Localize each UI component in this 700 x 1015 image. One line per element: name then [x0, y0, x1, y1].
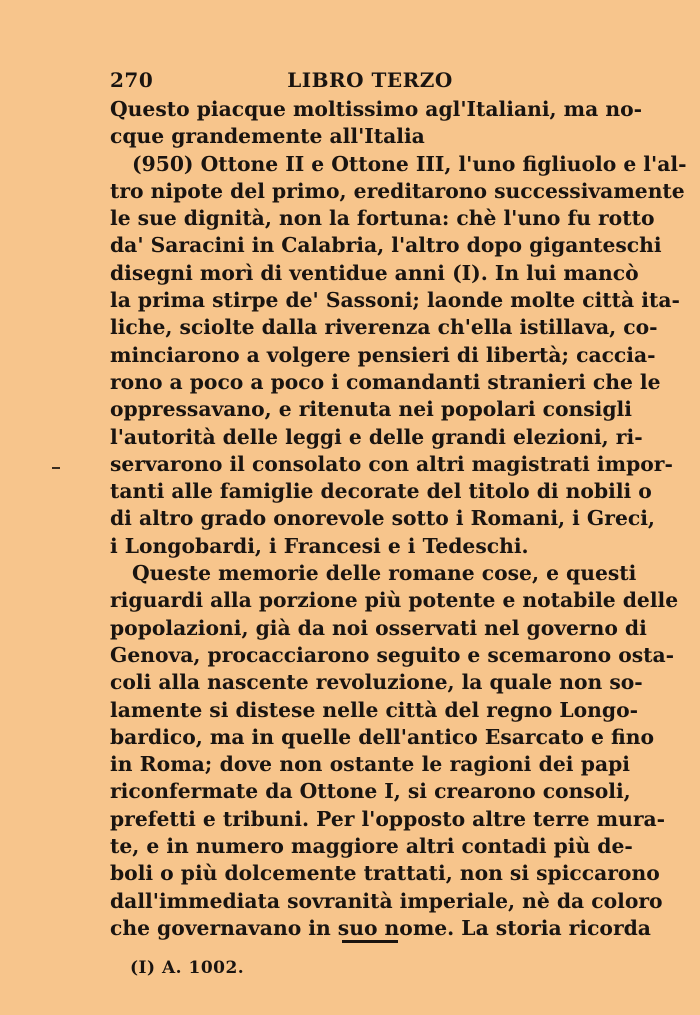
- text-line: in Roma; dove non ostante le ragioni dei papi: [110, 752, 630, 777]
- text-line: Genova, procacciarono seguito e scemarono osta-: [110, 642, 675, 667]
- text-line: servarono il consolato con altri magistrati impor-: [110, 451, 673, 476]
- footnote-rule: [342, 940, 398, 943]
- text-line: coli alla nascente revoluzione, la quale non so-: [110, 670, 643, 695]
- text-line: Questo piacque moltissimo agl'Italiani, ma no-: [110, 97, 643, 121]
- text-line: la prima stirpe de' Sassoni; laonde molte città ita-: [110, 288, 680, 313]
- body-text: [110, 96, 687, 942]
- text-line: (950) Ottone II e Ottone III, l'uno figliuolo e l'al-: [132, 151, 687, 176]
- text-line: da' Saracini in Calabria, l'altro dopo giganteschi: [110, 233, 662, 258]
- text-line: dall'immediata sovranità imperiale, nè da coloro: [110, 888, 663, 913]
- text-line: i Longobardi, i Francesi e i Tedeschi.: [110, 533, 529, 558]
- text-line: lamente si distese nelle città del regno Longo-: [110, 697, 639, 722]
- text-line: riconfermate da Ottone I, si crearono consoli,: [110, 779, 631, 804]
- text-line: che governavano in suo nome. La storia ricorda: [110, 915, 651, 940]
- text-line: popolazioni, già da noi osservati nel governo di: [110, 615, 647, 640]
- text-line: cque grandemente all'Italia: [110, 124, 425, 149]
- page-number: 270: [110, 68, 154, 92]
- text-line: rono a poco a poco i comandanti stranieri che le: [110, 369, 661, 394]
- text-line: le sue dignità, non la fortuna: chè l'uno fu rotto: [110, 206, 655, 231]
- text-line: liche, sciolte dalla riverenza ch'ella istillava, co-: [110, 315, 658, 340]
- running-head: [110, 68, 630, 94]
- text-line: di altro grado onorevole sotto i Romani, i Greci,: [110, 506, 655, 531]
- text-line: l'autorità delle leggi e delle grandi elezioni, ri-: [110, 424, 643, 449]
- text-line: bardico, ma in quelle dell'antico Esarcato e fino: [110, 724, 654, 749]
- text-line: Queste memorie delle romane cose, e questi: [132, 561, 637, 586]
- text-line: disegni morì di ventidue anni (I). In lui mancò: [110, 260, 639, 285]
- text-line: minciarono a volgere pensieri di libertà; caccia-: [110, 342, 656, 367]
- text-line: tanti alle famiglie decorate del titolo di nobili o: [110, 479, 652, 504]
- text-line: prefetti e tribuni. Per l'opposto altre terre mura-: [110, 806, 666, 831]
- margin-mark: [52, 467, 60, 469]
- footnote: (I) A. 1002.: [130, 958, 245, 978]
- running-title: LIBRO TERZO: [287, 68, 453, 92]
- text-line: tro nipote del primo, ereditarono successivamente: [110, 178, 685, 203]
- text-line: riguardi alla porzione più potente e notabile delle: [110, 588, 679, 613]
- text-line: te, e in numero maggiore altri contadi più de-: [110, 834, 633, 859]
- text-line: oppressavano, e ritenuta nei popolari consigli: [110, 397, 632, 422]
- text-line: boli o più dolcemente trattati, non si spiccarono: [110, 861, 660, 886]
